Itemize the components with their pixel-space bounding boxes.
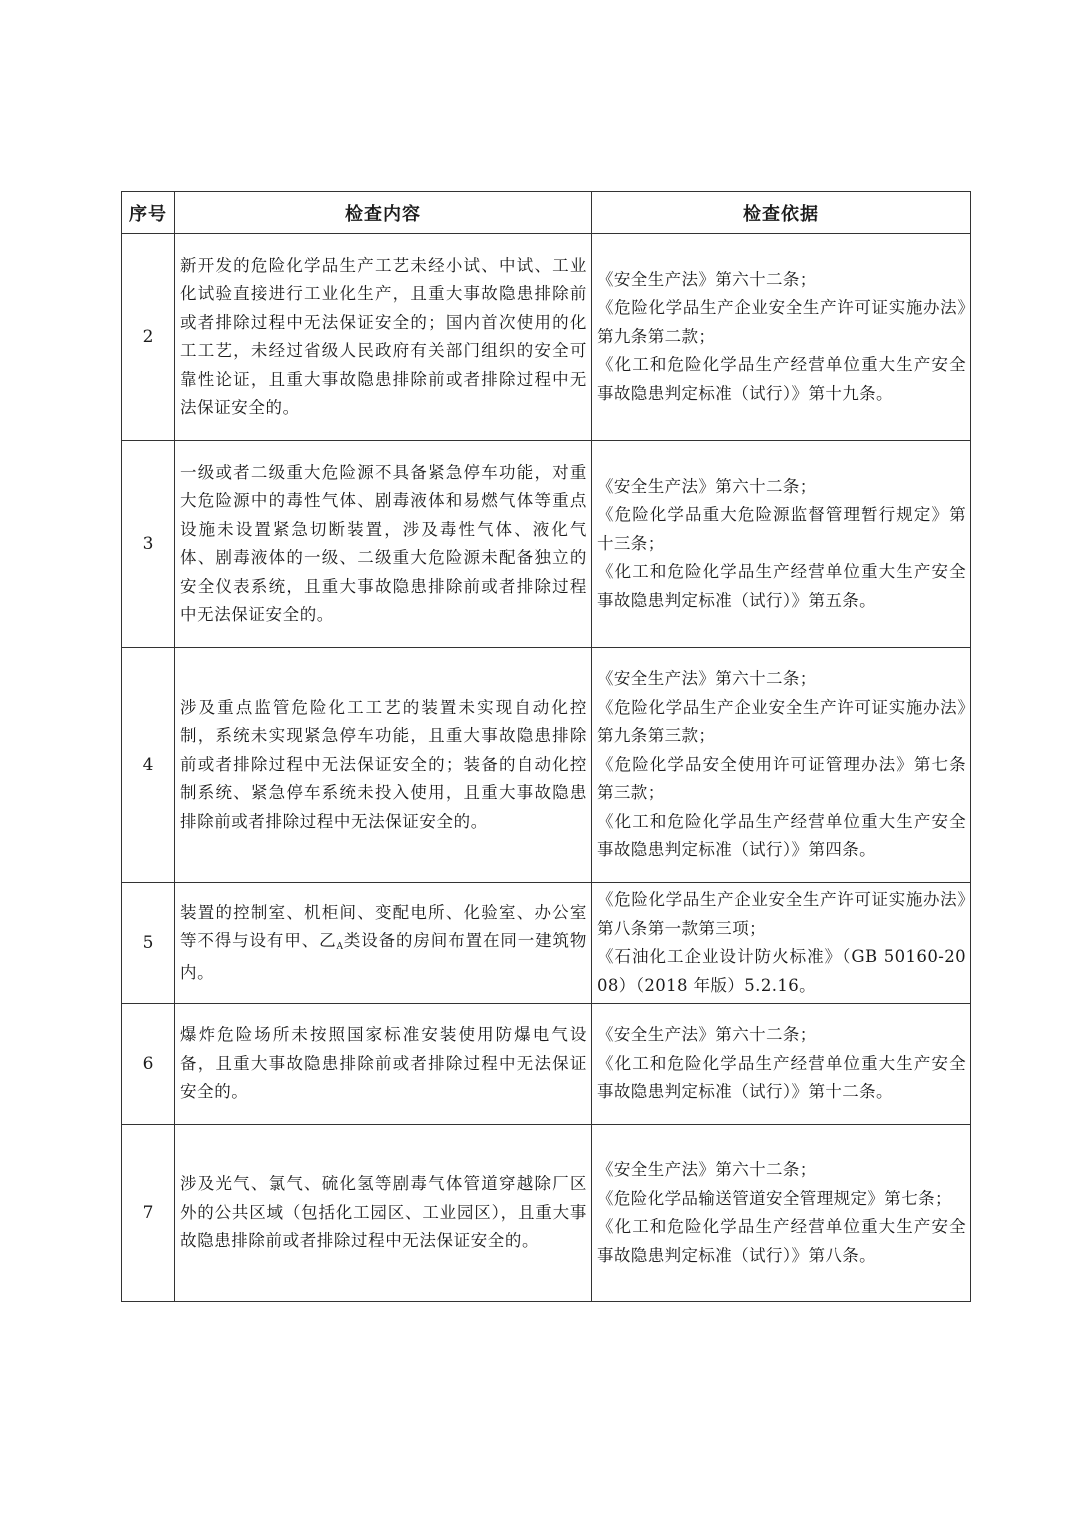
row-basis: 《安全生产法》第六十二条； 《危险化学品生产企业安全生产许可证实施办法》第九条第二款； 《化工和危险化学品生产经营单位重大生产安全事故隐患判定标准（试行）》第十九条。 [597, 269, 966, 403]
row-number: 4 [122, 648, 175, 883]
row-content-cell [175, 234, 592, 441]
row-number: 2 [122, 234, 175, 441]
row-basis: 《安全生产法》第六十二条； 《化工和危险化学品生产经营单位重大生产安全事故隐患判定标准（试行）》第十二条。 [597, 1025, 966, 1102]
row-basis: 《安全生产法》第六十二条； 《危险化学品重大危险源监督管理暂行规定》第十三条； 《化工和危险化学品生产经营单位重大生产安全事故隐患判定标准（试行）》第五条。 [597, 476, 966, 610]
row-basis-cell [592, 1125, 971, 1302]
row-number: 3 [122, 441, 175, 648]
row-content-part: 装置的控制室、机柜间、变配电所、化验室、办公室等不得与设有甲、乙 [180, 902, 587, 951]
row-basis-cell [592, 234, 971, 441]
row-content: 新开发的危险化学品生产工艺未经小试、中试、工业化试验直接进行工业化生产，且重大事故隐患排除前或者排除过程中无法保证安全的；国内首次使用的化工工艺，未经过省级人民政府有关部门组织的安全可靠性论证，且重大事故隐患排除前或者排除过程中无法保证安全的。 [180, 255, 587, 417]
table-row [122, 1004, 971, 1125]
row-content: 涉及重点监管危险化工工艺的装置未实现自动化控制，系统未实现紧急停车功能，且重大事故隐患排除前或者排除过程中无法保证安全的；装备的自动化控制系统、紧急停车系统未投入使用，且重大事故隐患排除前或者排除过程中无法保证安全的。 [180, 697, 587, 831]
table-row [122, 234, 971, 441]
table-row [122, 441, 971, 648]
row-content-cell [175, 883, 592, 1004]
header-inspection-basis: 检查依据 [592, 192, 971, 234]
row-number: 6 [122, 1004, 175, 1125]
row-basis-cell [592, 648, 971, 883]
row-basis: 《安全生产法》第六十二条； 《危险化学品生产企业安全生产许可证实施办法》第九条第三款； 《危险化学品安全使用许可证管理办法》第七条第三款； 《化工和危险化学品生产经营单位重大生产安全事故隐患判定标准（试行）》第四条。 [597, 669, 966, 860]
row-content: 爆炸危险场所未按照国家标准安装使用防爆电气设备，且重大事故隐患排除前或者排除过程中无法保证安全的。 [180, 1025, 587, 1102]
row-number: 5 [122, 883, 175, 1004]
class-subscript: A [336, 942, 344, 953]
header-serial-number: 序号 [122, 192, 175, 234]
table-row [122, 883, 971, 1004]
row-content [175, 897, 591, 990]
row-basis-cell [592, 883, 971, 1004]
row-number: 7 [122, 1125, 175, 1302]
table-row [122, 648, 971, 883]
header-inspection-content: 检查内容 [175, 192, 592, 234]
row-basis: 《危险化学品生产企业安全生产许可证实施办法》第八条第一款第三项； 《石油化工企业设计防火标准》（GB 50160-2008）（2018 年版）5.2.16。 [597, 890, 966, 995]
row-content-part: 类设备的房间布置在同一建筑物内。 [180, 931, 587, 982]
row-content-cell [175, 648, 592, 883]
table-row [122, 1125, 971, 1302]
row-content-cell [175, 1004, 592, 1125]
row-content: 涉及光气、氯气、硫化氢等剧毒气体管道穿越除厂区外的公共区域（包括化工园区、工业园区），且重大事故隐患排除前或者排除过程中无法保证安全的。 [180, 1174, 587, 1251]
row-content-cell [175, 1125, 592, 1302]
row-basis: 《安全生产法》第六十二条； 《危险化学品输送管道安全管理规定》第七条； 《化工和危险化学品生产经营单位重大生产安全事故隐患判定标准（试行）》第八条。 [597, 1160, 966, 1265]
row-content: 一级或者二级重大危险源不具备紧急停车功能，对重大危险源中的毒性气体、剧毒液体和易燃气体等重点设施未设置紧急切断装置，涉及毒性气体、液化气体、剧毒液体的一级、二级重大危险源未配备独立的安全仪表系统，且重大事故隐患排除前或者排除过程中无法保证安全的。 [180, 462, 587, 624]
table-header-row [122, 192, 971, 234]
row-basis-cell [592, 1004, 971, 1125]
row-basis-cell [592, 441, 971, 648]
row-content-cell [175, 441, 592, 648]
inspection-table [121, 191, 971, 1302]
